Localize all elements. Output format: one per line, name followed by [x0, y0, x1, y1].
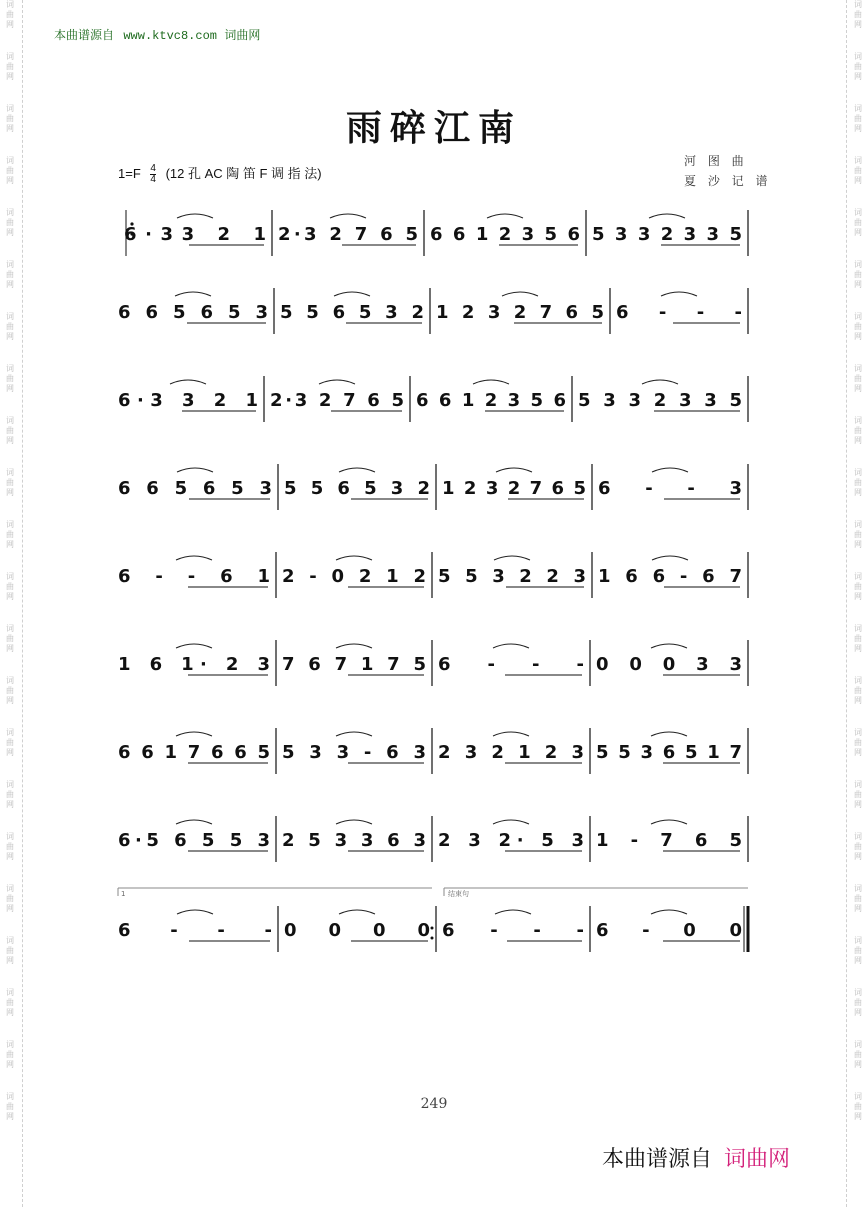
edge-watermark-glyph: 词	[6, 728, 14, 737]
edge-watermark-glyph: 词	[854, 520, 862, 529]
key-signature: 1=F	[118, 166, 141, 181]
edge-watermark-glyph: 网	[6, 228, 14, 237]
edge-watermark-glyph: 网	[6, 72, 14, 81]
edge-watermark-glyph: 网	[854, 332, 862, 341]
top-source-prefix: 本曲谱源自	[54, 28, 115, 42]
edge-watermark-glyph: 网	[6, 20, 14, 29]
edge-watermark-glyph: 网	[854, 176, 862, 185]
slur	[502, 292, 538, 296]
edge-watermark-gap	[851, 30, 865, 52]
edge-watermark-glyph: 曲	[854, 686, 862, 695]
edge-watermark-glyph: 词	[6, 832, 14, 841]
coda-label: 结束句	[448, 890, 469, 898]
slur	[336, 556, 372, 560]
edge-watermark-glyph: 曲	[854, 1102, 862, 1111]
measure-notes: 2·3 2 7 6 5	[270, 390, 404, 411]
slur	[642, 380, 678, 384]
edge-watermark-glyph: 网	[854, 124, 862, 133]
edge-watermark-glyph: 词	[854, 936, 862, 945]
measure-notes: 6 - - -	[616, 302, 742, 323]
edge-watermark-glyph: 网	[6, 332, 14, 341]
edge-watermark-glyph: 词	[6, 1092, 14, 1101]
edge-watermark-glyph: 词	[854, 312, 862, 321]
edge-watermark-glyph: 曲	[6, 322, 14, 331]
edge-watermark-glyph: 网	[6, 956, 14, 965]
edge-watermark-glyph: 曲	[6, 530, 14, 539]
measure-notes: 5 5 3 2 2 3	[438, 566, 586, 587]
edge-watermark-glyph: 网	[6, 1060, 14, 1069]
footer-source-prefix: 本曲谱源自	[602, 1146, 713, 1171]
edge-watermark-glyph: 词	[6, 884, 14, 893]
time-signature-bottom: 4	[150, 174, 156, 186]
edge-watermark-glyph: 曲	[854, 530, 862, 539]
edge-watermark-glyph: 词	[854, 156, 862, 165]
measure-notes: 2 3 2· 5 3	[438, 830, 584, 851]
measure-notes: 5 3 3 2 3 3 5	[592, 224, 742, 245]
slur	[336, 732, 372, 736]
edge-watermark-glyph: 曲	[854, 62, 862, 71]
edge-watermark-glyph: 词	[6, 104, 14, 113]
edge-watermark-glyph: 网	[854, 1112, 862, 1121]
edge-watermark-glyph: 词	[854, 0, 862, 9]
edge-watermark-glyph: 曲	[6, 634, 14, 643]
slur	[175, 292, 211, 296]
edge-watermark-gap	[3, 30, 17, 52]
measure-notes: 2 - 0 2 1 2	[282, 566, 426, 587]
slur	[170, 380, 206, 384]
measure-notes: 5 5 3 6 5 1 7	[596, 742, 742, 763]
measure-notes: 1 - 7 6 5	[596, 830, 742, 851]
edge-watermark-glyph: 曲	[6, 1050, 14, 1059]
edge-watermark-glyph: 曲	[854, 946, 862, 955]
edge-watermark-glyph: 网	[854, 592, 862, 601]
edge-watermark-glyph: 曲	[854, 1050, 862, 1059]
slur	[177, 214, 213, 218]
edge-watermark-glyph: 曲	[854, 634, 862, 643]
edge-watermark-glyph: 曲	[854, 374, 862, 383]
edge-watermark-glyph: 曲	[6, 478, 14, 487]
song-title: 雨碎江南	[345, 108, 522, 149]
edge-watermark-glyph: 网	[854, 956, 862, 965]
edge-watermark-glyph: 词	[6, 936, 14, 945]
measure-notes: 2 3 2 1 2 3	[438, 742, 584, 763]
edge-watermark-glyph: 网	[6, 644, 14, 653]
slur	[652, 468, 688, 472]
slur	[336, 820, 372, 824]
edge-watermark-glyph: 曲	[6, 1102, 14, 1111]
slur	[651, 644, 687, 648]
measure-notes: 6·5 6 5 5 3	[118, 830, 270, 851]
slur	[177, 910, 213, 914]
edge-watermark-glyph: 曲	[6, 790, 14, 799]
slur	[494, 556, 530, 560]
edge-watermark-glyph: 网	[854, 1060, 862, 1069]
measure-notes: 7 6 7 1 7 5	[282, 654, 426, 675]
slur	[651, 732, 687, 736]
slur	[649, 214, 685, 218]
edge-watermark-glyph: 网	[854, 20, 862, 29]
edge-watermark-glyph: 网	[854, 72, 862, 81]
edge-watermark-glyph: 网	[6, 280, 14, 289]
edge-watermark-glyph: 网	[854, 696, 862, 705]
edge-watermark-glyph: 词	[854, 1092, 862, 1101]
edge-watermark-glyph: 网	[6, 540, 14, 549]
edge-watermark-glyph: 曲	[854, 790, 862, 799]
edge-watermark-glyph: 词	[854, 780, 862, 789]
edge-watermark-glyph: 曲	[854, 998, 862, 1007]
measure-notes: 1 6 6 - 6 7	[598, 566, 742, 587]
edge-watermark-glyph: 网	[854, 800, 862, 809]
slur	[176, 732, 212, 736]
edge-watermark-glyph: 曲	[854, 842, 862, 851]
edge-watermark-glyph: 网	[6, 176, 14, 185]
edge-watermark-glyph: 网	[6, 748, 14, 757]
edge-watermark-glyph: 网	[854, 384, 862, 393]
measure-notes: 6 - - 6 1	[118, 566, 270, 587]
measure-notes: 5 3 3 2 3 3 5	[578, 390, 742, 411]
edge-watermark-glyph: 词	[6, 520, 14, 529]
edge-watermark-glyph: 词	[854, 988, 862, 997]
edge-watermark-glyph: 词	[6, 676, 14, 685]
slur	[493, 820, 529, 824]
measure-notes: 6·3 3 2 1	[118, 390, 258, 411]
slur	[473, 380, 509, 384]
slur	[487, 214, 523, 218]
edge-watermark-glyph: 网	[6, 592, 14, 601]
edge-watermark-glyph: 曲	[854, 738, 862, 747]
instrument-note: (12 孔 AC 陶 笛 F 调 指 法)	[165, 166, 322, 181]
measure-notes: 6 6 1 2 3 5 6	[430, 224, 580, 245]
slur	[651, 910, 687, 914]
edge-watermark-glyph: 词	[854, 104, 862, 113]
edge-watermark-glyph: 词	[6, 780, 14, 789]
edge-watermark-glyph: 网	[6, 904, 14, 913]
edge-watermark-glyph: 词	[6, 416, 14, 425]
edge-watermark-glyph: 网	[854, 904, 862, 913]
edge-watermark-glyph: 网	[854, 748, 862, 757]
edge-watermark-glyph: 词	[6, 52, 14, 61]
edge-watermark-glyph: 曲	[6, 270, 14, 279]
edge-watermark-glyph: 曲	[854, 426, 862, 435]
slur	[339, 468, 375, 472]
slur	[339, 910, 375, 914]
slur	[176, 820, 212, 824]
measure-notes: 2 5 3 3 6 3	[282, 830, 426, 851]
measure-notes: 0 0 0 0	[284, 920, 430, 941]
edge-watermark-glyph: 曲	[6, 686, 14, 695]
edge-watermark-glyph: 曲	[6, 426, 14, 435]
edge-watermark-glyph: 词	[6, 156, 14, 165]
edge-watermark-glyph: 词	[6, 364, 14, 373]
edge-watermark-glyph: 曲	[6, 166, 14, 175]
measure-notes: 6·33 2 1	[124, 224, 266, 245]
edge-watermark-glyph: 曲	[6, 946, 14, 955]
edge-watermark-glyph: 词	[6, 260, 14, 269]
edge-watermark-glyph: 网	[6, 384, 14, 393]
top-source-url[interactable]: www.ktvc8.com	[123, 29, 217, 43]
edge-watermark-glyph: 网	[6, 1112, 14, 1121]
edge-watermark-glyph: 网	[854, 1008, 862, 1017]
edge-watermark-glyph: 网	[6, 696, 14, 705]
edge-watermark-glyph: 词	[854, 52, 862, 61]
edge-watermark-glyph: 词	[854, 208, 862, 217]
edge-watermark-glyph: 网	[854, 228, 862, 237]
edge-watermark-glyph: 词	[854, 572, 862, 581]
time-signature-top: 4	[150, 163, 156, 175]
edge-watermark-glyph: 词	[6, 208, 14, 217]
edge-watermark-glyph: 曲	[6, 114, 14, 123]
slur	[496, 468, 532, 472]
composer-credit: 河 图 曲	[684, 154, 748, 168]
repeat-end-dot	[431, 927, 434, 930]
key-line	[118, 163, 322, 185]
edge-watermark-glyph: 网	[854, 436, 862, 445]
edge-watermark-glyph: 词	[854, 728, 862, 737]
edge-watermark-glyph: 词	[854, 676, 862, 685]
edge-watermark-glyph: 曲	[6, 894, 14, 903]
edge-watermark-glyph: 曲	[854, 270, 862, 279]
time-signature	[150, 164, 156, 185]
slur	[661, 292, 697, 296]
top-source-line	[54, 26, 260, 43]
measure-notes: 1 2 3 2 7 6 5	[442, 478, 586, 499]
edge-watermark-glyph: 网	[6, 800, 14, 809]
edge-watermark-glyph: 曲	[854, 894, 862, 903]
edge-watermark-glyph: 词	[854, 260, 862, 269]
slur	[319, 380, 355, 384]
first-ending-label: 1	[121, 890, 126, 898]
edge-watermark-glyph: 曲	[854, 218, 862, 227]
slur	[336, 644, 372, 648]
edge-watermark-glyph: 曲	[854, 10, 862, 19]
edge-watermark-glyph: 词	[6, 624, 14, 633]
edge-watermark-glyph: 网	[854, 852, 862, 861]
measure-notes: 0 0 0 3 3	[596, 654, 742, 675]
measure-notes: 6 - - -	[118, 920, 272, 941]
edge-watermark-glyph: 词	[854, 416, 862, 425]
edge-watermark-glyph: 网	[854, 644, 862, 653]
edge-watermark-glyph: 网	[6, 1008, 14, 1017]
measure-notes: 5 3 3 - 6 3	[282, 742, 426, 763]
edge-watermark-glyph: 词	[6, 312, 14, 321]
measure-notes: 6 6 5 6 5 3	[118, 302, 268, 323]
slur	[493, 732, 529, 736]
edge-watermark-glyph: 词	[854, 624, 862, 633]
measure-notes: 1 6 1· 2 3	[118, 654, 270, 675]
edge-watermark-glyph: 网	[6, 488, 14, 497]
edge-watermark-glyph: 词	[6, 468, 14, 477]
slur	[334, 292, 370, 296]
edge-watermark-glyph: 词	[854, 884, 862, 893]
measure-notes: 1 2 3 2 7 6 5	[436, 302, 604, 323]
edge-watermark-glyph: 曲	[854, 166, 862, 175]
edge-watermark-glyph: 曲	[6, 998, 14, 1007]
slur	[495, 910, 531, 914]
slur	[176, 556, 212, 560]
edge-watermark-glyph: 词	[854, 1040, 862, 1049]
edge-watermark-glyph: 词	[6, 988, 14, 997]
edge-watermark-glyph: 网	[854, 488, 862, 497]
edge-watermark-glyph: 词	[6, 572, 14, 581]
edge-watermark-glyph: 词	[6, 1040, 14, 1049]
slur	[493, 644, 529, 648]
slur	[651, 820, 687, 824]
slur	[330, 214, 366, 218]
edge-watermark-glyph: 曲	[6, 218, 14, 227]
edge-watermark-glyph: 曲	[854, 582, 862, 591]
edge-watermark-glyph: 词	[854, 364, 862, 373]
edge-watermark-glyph: 词	[854, 468, 862, 477]
edge-watermark-glyph: 网	[6, 436, 14, 445]
measure-notes: 5 5 6 5 3 2	[280, 302, 424, 323]
footer-source	[602, 1142, 790, 1173]
measure-notes: 5 5 6 5 3 2	[284, 478, 430, 499]
edge-watermark-glyph: 网	[6, 124, 14, 133]
measure-notes: 2·3 2 7 6 5	[278, 224, 418, 245]
edge-watermark-glyph: 曲	[854, 114, 862, 123]
slur	[176, 644, 212, 648]
edge-watermark-glyph: 曲	[854, 322, 862, 331]
edge-watermark-glyph: 曲	[6, 842, 14, 851]
edge-watermark-glyph: 网	[854, 280, 862, 289]
measure-notes: 6 - - -	[438, 654, 584, 675]
edge-watermark-glyph: 网	[854, 540, 862, 549]
footer-site-link[interactable]: 词曲网	[724, 1146, 791, 1171]
slur	[177, 468, 213, 472]
repeat-end-dot	[431, 937, 434, 940]
edge-watermark-glyph: 网	[6, 852, 14, 861]
edge-watermark-glyph: 曲	[854, 478, 862, 487]
measure-notes: 6 6 1 2 3 5 6	[416, 390, 566, 411]
edge-watermark-glyph: 曲	[6, 738, 14, 747]
measure-notes: 6 6 5 6 5 3	[118, 478, 272, 499]
slur	[652, 556, 688, 560]
edge-watermark-glyph: 曲	[6, 374, 14, 383]
edge-watermark-glyph: 曲	[6, 10, 14, 19]
edge-watermark-glyph: 词	[6, 0, 14, 9]
measure-notes: 6 - 0 0	[596, 920, 742, 941]
page-number: 249	[420, 1096, 448, 1112]
top-source-site[interactable]: 词曲网	[224, 28, 261, 42]
measure-notes: 6 - - 3	[598, 478, 742, 499]
transcriber-credit: 夏 沙 记 谱	[684, 174, 772, 188]
jianpu-score	[0, 190, 868, 1190]
measure-notes: 6 6 1 7 6 6 5	[118, 742, 270, 763]
edge-watermark-glyph: 曲	[6, 62, 14, 71]
edge-watermark-glyph: 曲	[6, 582, 14, 591]
measure-notes: 6 - - -	[442, 920, 584, 941]
edge-watermark-glyph: 词	[854, 832, 862, 841]
